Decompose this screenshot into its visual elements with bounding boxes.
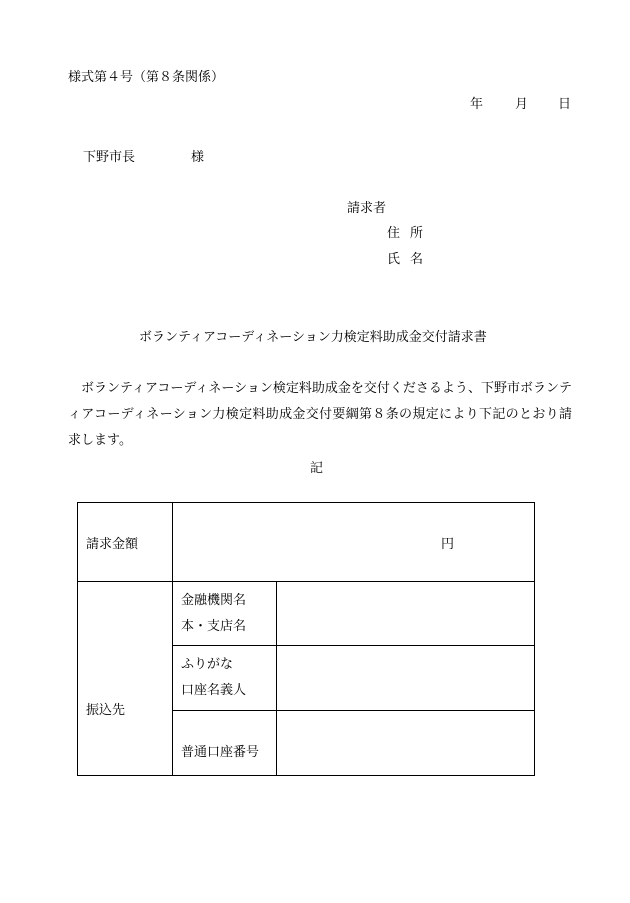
holder-field[interactable] [277, 646, 535, 711]
account-field[interactable] [277, 711, 535, 776]
date-month: 月 [515, 97, 529, 112]
account-label: 普通口座番号 [173, 711, 277, 776]
transfer-label: 振込先 [78, 582, 173, 776]
bank-row [78, 582, 535, 646]
date-line [470, 93, 571, 112]
addressee-honorific: 様 [191, 150, 205, 165]
holder-label: ふりがな 口座名義人 [173, 646, 277, 711]
ki-mark: 記 [310, 461, 324, 476]
bank-label: 金融機関名 本・支店名 [173, 582, 277, 646]
form-number: 様式第４号（第８条関係） [68, 70, 225, 85]
addressee-name: 下野市長 [83, 150, 136, 165]
claimant-label: 請求者 [347, 201, 387, 216]
claim-table [77, 502, 535, 776]
claimant-address-label: 住所 [387, 226, 434, 241]
addressee [83, 146, 204, 165]
amount-field[interactable] [173, 503, 535, 582]
date-day: 日 [558, 97, 572, 112]
amount-unit: 円 [440, 536, 454, 552]
bank-field[interactable] [277, 582, 535, 646]
body-paragraph: ボランティアコーディネーション検定料助成金を交付くださるよう、下野市ボランティアコーディネーション力検定料助成金交付要綱第８条の規定により下記のとおり請求します。 [68, 381, 572, 448]
date-year: 年 [470, 97, 484, 112]
amount-label: 請求金額 [78, 503, 173, 582]
claimant-name-label: 氏名 [387, 252, 434, 267]
document-title: ボランティアコーディネーション力検定料助成金交付請求書 [139, 330, 487, 345]
amount-row [78, 503, 535, 582]
